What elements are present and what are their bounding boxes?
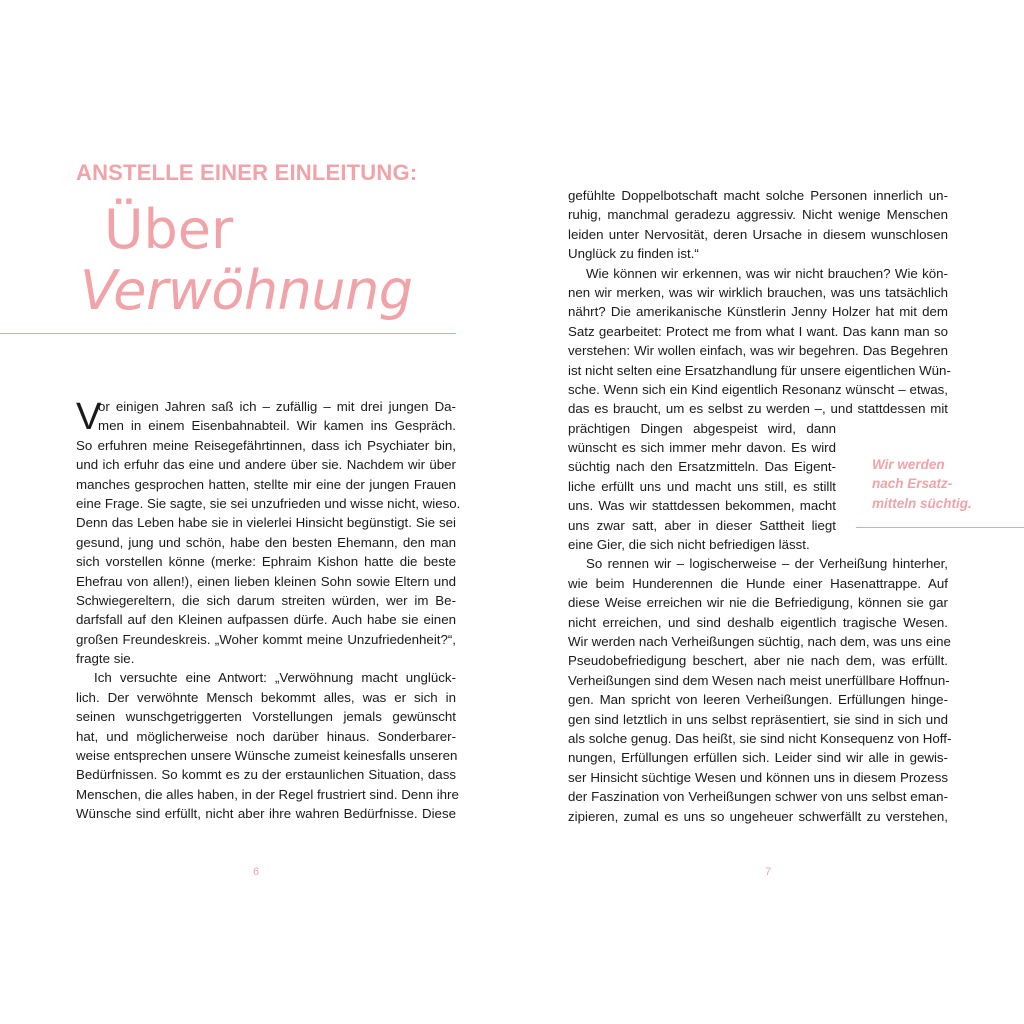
body-line: der Faszination von Verheißungen schwer von uns selbst eman- xyxy=(568,789,948,805)
body-line: Wünsche sind erfüllt, nicht aber ihre wahren Bedürfnisse. Diese xyxy=(76,806,456,822)
opening-paragraph xyxy=(76,397,456,436)
body-line: Wir werden nach Verheißungen süchtig, nach dem, was uns eine xyxy=(568,633,951,649)
body-line: seinen wunschgetriggerten Vorstellungen jemals gewünscht xyxy=(76,709,456,725)
pull-quote-divider xyxy=(856,527,1024,528)
body-line: nicht erreichen, und sind deshalb eigentlich tragische Wesen. xyxy=(568,614,948,630)
body-line: das es braucht, um es selbst zu werden –, und stattdessen mit xyxy=(568,401,948,417)
body-line: Verheißungen sind dem Wesen nach meist unerfüllbare Hoffnun- xyxy=(568,672,950,688)
body-line: nährt? Die amerikanische Künstlerin Jenny Holzer hat mit dem xyxy=(568,304,948,320)
body-line: liche erfüllt uns und macht uns still, es stillt xyxy=(568,478,836,494)
body-line: Schwiegereltern, die sich darum streiten würden, wer im Be- xyxy=(76,592,456,608)
body-line: als solche genug. Das heißt, sie sind nicht Konsequenz von Hoff- xyxy=(568,730,952,746)
body-line: uns. Was wir stattdessen bekommen, macht xyxy=(568,498,836,514)
chapter-title-line-1: Über xyxy=(104,198,234,261)
body-line: Ehefrau von allen!), einen lieben kleinen Sohn sowie Eltern und xyxy=(76,573,456,589)
body-line: diese Weise erreichen wir nie die Befriedigung, können sie gar xyxy=(568,595,948,611)
body-line: Denn das Leben habe sie in vielerlei Hinsicht begünstigt. Sie sei xyxy=(76,515,456,531)
body-line: darfsfall auf den Kleinen aufpassen dürfe. Auch habe sie einen xyxy=(76,612,456,628)
body-line: und ich erfuhr das eine und andere über sie. Nachdem wir über xyxy=(76,457,456,473)
body-line: So rennen wir – logischerweise – der Verheißung hinterher, xyxy=(586,556,948,572)
left-body-text xyxy=(76,396,461,824)
body-line: sche. Wenn sich ein Kind eigentlich Resonanz wünscht – etwas, xyxy=(568,381,948,397)
body-line: weise entsprechen unsere Wünsche zumeist keinesfalls unseren xyxy=(76,748,458,764)
body-line: leiden unter Nervosität, deren Ursache in diesem wunschlosen xyxy=(568,226,948,242)
title-divider xyxy=(0,333,456,334)
section-heading: ANSTELLE EINER EINLEITUNG: xyxy=(76,160,418,185)
pull-quote xyxy=(872,455,1012,513)
body-line: ser Hinsicht süchtige Wesen und können uns in diesem Prozess xyxy=(568,769,948,785)
body-line: süchtig nach den Ersatzmitteln. Das Eigent- xyxy=(568,459,836,475)
body-line: ruhig, manchmal geradezu aggressiv. Nicht wenige Menschen xyxy=(568,207,948,223)
body-line: gesund, jung und schön, habe den besten Ehemann, den man xyxy=(76,534,456,550)
body-line: eine Frage. Sie sagte, sie sei unzufrieden und wisse nicht, wieso. xyxy=(76,495,461,511)
body-line: Pseudobefriedigung beschert, aber nie nach dem, was erfüllt. xyxy=(568,653,948,669)
body-line: gefühlte Doppelbotschaft macht solche Personen innerlich un- xyxy=(568,188,948,203)
page-number-right: 7 xyxy=(765,866,772,878)
body-line: hat, und möglicherweise noch darüber hinaus. Sonderbarer- xyxy=(76,728,456,744)
body-line: Wie können wir erkennen, was wir nicht brauchen? Wie kön- xyxy=(586,265,948,281)
pull-quote-line: mitteln süchtig. xyxy=(872,495,972,511)
body-line: uns zwar satt, aber in dieser Sattheit liegt xyxy=(568,517,836,533)
body-line: Menschen, die alles haben, in der Regel frustriert sind. Denn ihre xyxy=(76,786,459,802)
body-line: men in einem Eisenbahnabteil. Wir kamen ins Gespräch. xyxy=(98,418,456,434)
body-line: fragte sie. xyxy=(76,651,135,667)
body-line: Ich versuchte eine Antwort: „Verwöhnung macht unglück- xyxy=(94,670,456,686)
page-number-left: 6 xyxy=(253,866,260,878)
body-line: prächtigen Dingen abgespeist wird, dann xyxy=(568,420,836,436)
body-line: lich. Der verwöhnte Mensch bekommt alles, was er sich in xyxy=(76,689,456,705)
body-line: gen sind letztlich in uns selbst repräsentiert, sie sind in sich und xyxy=(568,711,948,727)
body-line: Unglück zu finden ist.“ xyxy=(568,246,699,262)
pull-quote-line: nach Ersatz- xyxy=(872,476,953,492)
body-line: sich vorstellen könne (merke: Ephraim Kishon hatte die beste xyxy=(76,554,456,570)
body-line: verstehen: Wir wollen einfach, was wir begehren. Das Begehren xyxy=(568,343,948,359)
body-line: wie beim Hunderennen die Hunde einer Hasenattrappe. Auf xyxy=(568,575,948,591)
body-line: gen. Man spricht von leeren Verheißungen. Erfüllungen hinge- xyxy=(568,692,948,708)
body-line: ist nicht selten eine Ersatzhandlung für unsere eigentlichen Wün- xyxy=(568,362,951,378)
body-line: großen Freundeskreis. „Woher kommt meine Unzufriedenheit?“, xyxy=(76,631,456,647)
body-line: or einigen Jahren saß ich – zufällig – mit drei jungen Da- xyxy=(98,399,456,414)
body-line: wünscht es sich immer mehr davon. Es wird xyxy=(568,440,836,456)
body-line: So erfuhren meine Reisegefährtinnen, dass ich Psychiater bin, xyxy=(76,437,456,453)
body-line: manches gesprochen hatten, stellte mir eine der jungen Frauen xyxy=(76,476,456,492)
body-line: Bedürfnissen. So kommt es zu der erstaunlichen Situation, dass xyxy=(76,767,456,783)
drop-cap: V xyxy=(76,396,102,438)
pull-quote-line: Wir werden xyxy=(872,457,945,472)
body-line: nungen, Erfüllungen erfüllen sich. Leider sind wir alle in gewis- xyxy=(568,750,948,766)
chapter-title-line-2: Verwöhnung xyxy=(80,259,413,322)
body-line: nen wir merken, was wir wirklich brauchen, was uns tatsächlich xyxy=(568,284,948,300)
body-line: Satz gearbeitet: Protect me from what I want. Das kann man so xyxy=(568,323,948,339)
body-line: zipieren, zumal es uns so ungeheuer schwerfällt zu verstehen, xyxy=(568,808,948,824)
body-line: eine Gier, die sich nicht befriedigen lässt. xyxy=(568,537,810,553)
